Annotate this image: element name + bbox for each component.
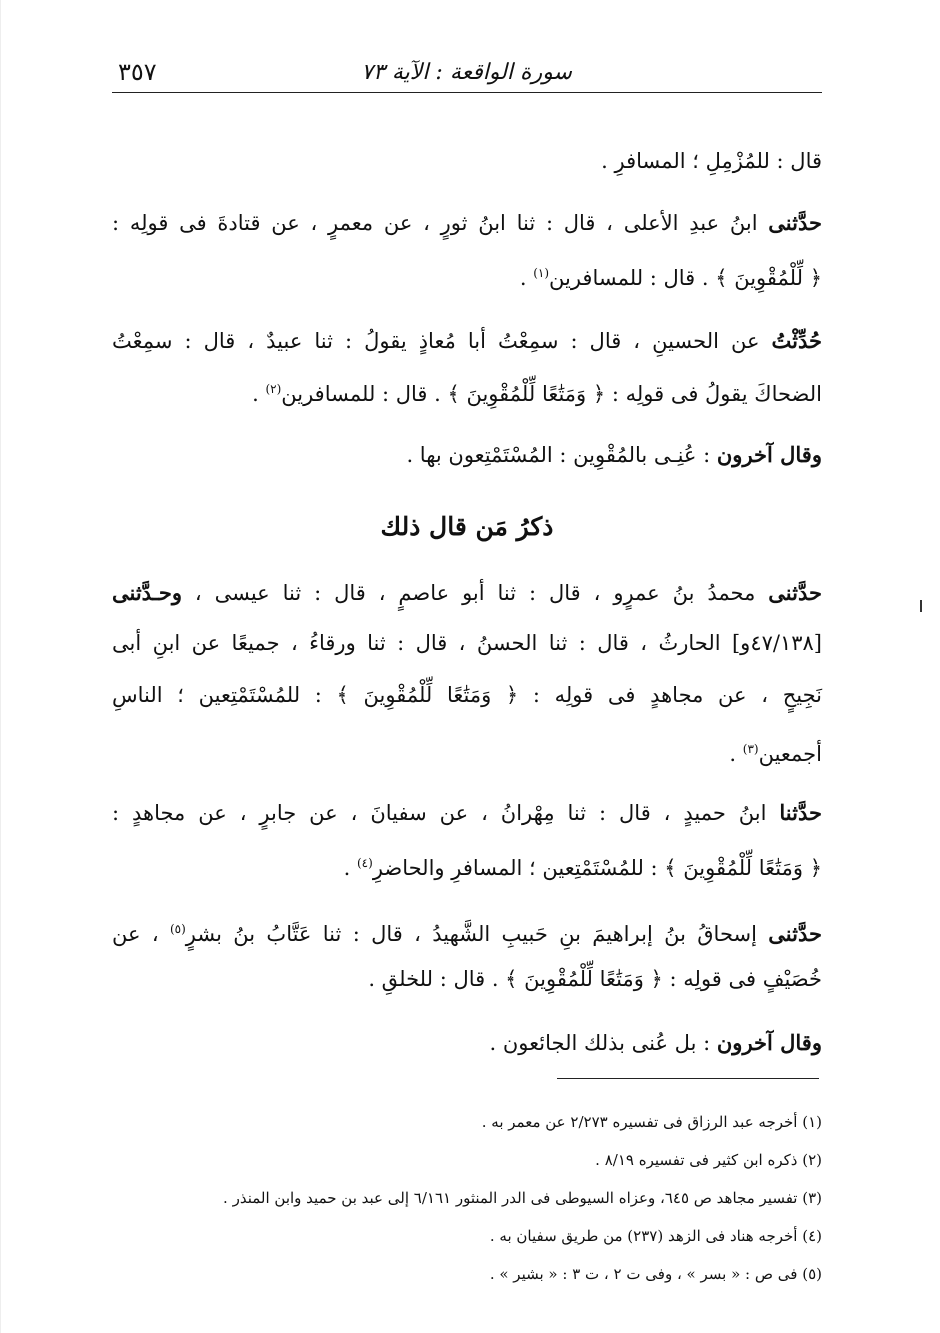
text-line-11 [112, 798, 822, 828]
text-line-4 [112, 326, 822, 356]
text-line-5 [252, 374, 822, 409]
text-line-15-content: : بل عُنى بذلك الجائعون . [489, 1031, 711, 1055]
text-line-10 [729, 734, 822, 769]
footnote-2: (٢) ذكره ابن كثير فى تفسيره ٨/١٩ . [595, 1151, 822, 1169]
period: . [343, 856, 351, 880]
footnote-ref-1: (١) [533, 266, 550, 280]
footnote-5: (٥) فى ص : « بسر » ، وفى ت ٢ ، ت ٣ : « بشير » . [489, 1265, 822, 1283]
text-line-8-content: [٤٧/١٣٨و] الحارثُ ، قال : ثنا الحسنُ ، قال : ثنا ورقاءُ ، جميعًا عن ابنِ أبى [112, 631, 822, 655]
footnote-ref-4: (٤) [356, 856, 373, 870]
footnote-3: (٣) تفسير مجاهد ص ٦٤٥، وعزاه السيوطى فى الدر المنثور ٦/١٦١ إلى عبد بن حميد وابن المنذر . [223, 1189, 822, 1207]
footnote-1: (١) أخرجه عبد الرزاق فى تفسيره ٢/٢٧٣ عن معمر به . [481, 1113, 822, 1131]
text-line-9 [112, 680, 822, 710]
narrator-lead: حدَّثنا [779, 800, 822, 825]
text-line-13 [112, 914, 822, 949]
text-line-14 [368, 964, 822, 994]
text-line-6-content: : عُنِـى بالمُقْوِين : المُسْتَمْتِعون بها . [406, 443, 711, 467]
narrator-lead: وقال آخرون [716, 1030, 822, 1055]
text-line-14-content: خُصَيْفٍ فى قولِه : ﴿ وَمَتَٰعًا لِّلْمُقْوِينَ ﴾ . قال : للخلقِ . [368, 967, 822, 991]
text-line-8 [112, 628, 822, 658]
narrator-lead: حدَّثنى [768, 921, 822, 946]
text-line-10-content: أجمعين [758, 742, 822, 766]
text-line-11-content: ابنُ حميدٍ ، قال : ثنا مِهْرانُ ، عن سفيانَ ، عن جابرٍ ، عن مجاهدٍ : [112, 801, 767, 825]
footnote-4: (٤) أخرجه هناد فى الزهد (٢٣٧) من طريق سفيان به . [489, 1227, 822, 1245]
page-edge [0, 0, 1, 1333]
text-line-3 [520, 258, 822, 293]
footnote-separator [557, 1078, 819, 1079]
text-line-5-content: الضحاكَ يقولُ فى قولِه : ﴿ وَمَتَٰعًا لِّلْمُقْوِينَ ﴾ . قال : للمسافرين [281, 382, 822, 406]
narrator-lead: حُدِّثْتُ [771, 328, 822, 353]
period: . [519, 266, 527, 290]
text-line-2-content: ابنُ عبدِ الأعلى ، قال : ثنا ابنُ ثورٍ ، عن معمرٍ ، عن قتادةَ فى قولِه : [112, 211, 758, 235]
text-line-12-content: ﴿ وَمَتَٰعًا لِّلْمُقْوِينَ ﴾ : للمُسْتَمْتِعين ؛ المسافرِ والحاضرِ [372, 856, 822, 880]
text-line-2 [112, 208, 822, 238]
text-line-1-content: قال : للمُزْمِلِ ؛ المسافرِ . [601, 149, 822, 173]
narrator-lead: وقال آخرون [716, 442, 822, 467]
footnote-ref-3: (٣) [742, 742, 759, 756]
period: . [729, 742, 737, 766]
text-line-4-content: عن الحسينِ ، قال : سمِعْتُ أبا مُعاذٍ يقولُ : ثنا عبيدٌ ، قال : سمِعْتُ [112, 329, 760, 353]
page-header [112, 58, 822, 93]
period: . [252, 382, 259, 406]
footnote-ref-5: (٥) [169, 922, 186, 936]
text-line-15 [490, 1028, 822, 1058]
page-number: ٣٥٧ [118, 58, 157, 86]
text-line-9-content: نَجِيحٍ ، عن مجاهدٍ فى قولِه : ﴿ وَمَتَٰعًا لِّلْمُقْوِينَ ﴾ : للمُسْتَمْتِعين ؛ الناسِ [112, 683, 822, 707]
narrator-tail: وحـدَّثنى [112, 580, 182, 605]
running-title: سورة الواقعة : الآية ٧٣ [361, 60, 572, 85]
narrator-lead: حدَّثنى [768, 210, 822, 235]
text-line-7 [112, 578, 822, 608]
text-line-1 [601, 146, 822, 176]
text-line-13-end: ، عن [112, 922, 159, 946]
section-heading: ذكرُ مَن قال ذلك [380, 512, 554, 541]
text-line-12 [344, 848, 822, 883]
text-line-7-content: محمدُ بنُ عمرٍو ، قال : ثنا أبو عاصمٍ ، قال : ثنا عيسى ، [194, 581, 756, 605]
text-line-13-content: إسحاقُ بنُ إبراهيمَ بنِ حَبيبِ الشَّهيدُ ، قال : ثنا عَتَّابُ بنُ بشرٍ [185, 922, 757, 946]
narrator-lead: حدَّثنى [768, 580, 822, 605]
text-line-3-content: ﴿ لِّلْمُقْوِينَ ﴾ . قال : للمسافرين [549, 266, 822, 290]
text-line-6 [406, 440, 822, 470]
margin-mark [920, 600, 922, 612]
footnote-ref-2: (٢) [265, 382, 282, 396]
